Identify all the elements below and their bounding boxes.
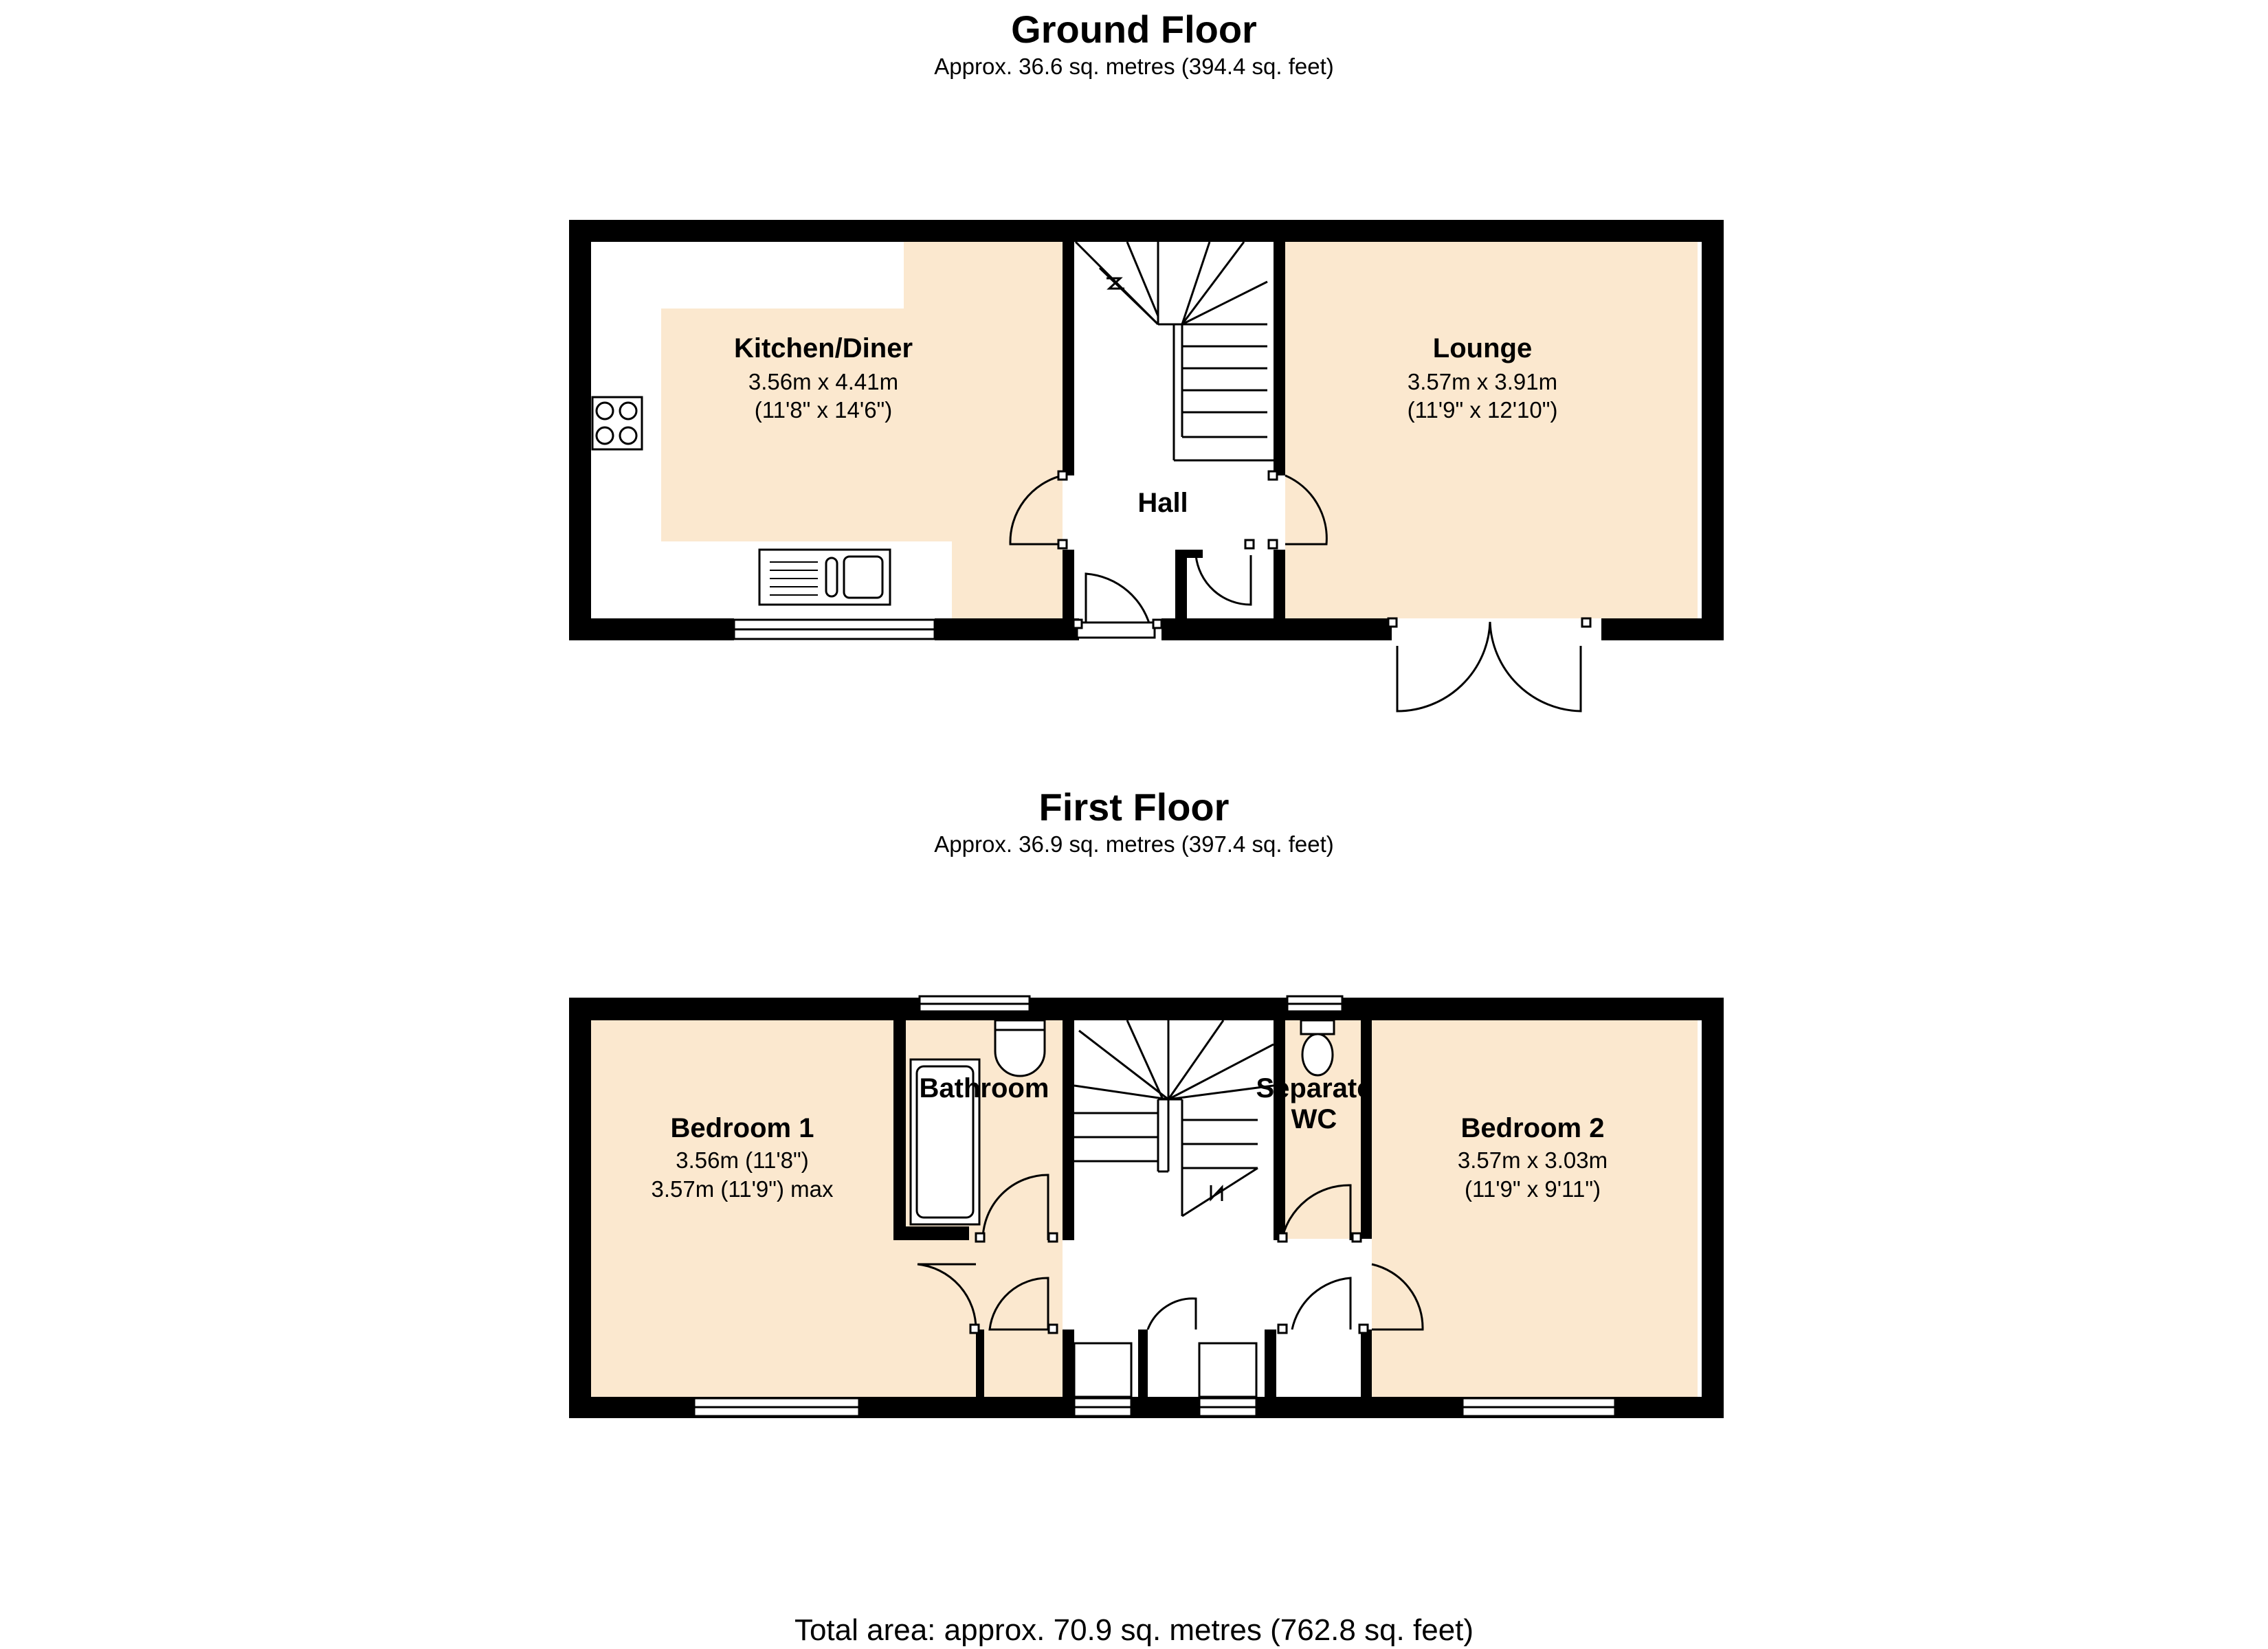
wc-wall-right (1361, 1020, 1372, 1239)
lounge-dim-metric: 3.57m x 3.91m (1407, 369, 1558, 394)
wc-name-line1: Separate (1256, 1073, 1372, 1103)
total-area: Total area: approx. 70.9 sq. metres (762.8 sq. feet) (794, 1613, 1474, 1647)
cupboard (1199, 1343, 1256, 1397)
first-wall-right (1702, 998, 1724, 1418)
stair-wall-left (1063, 1020, 1074, 1240)
cupboard-wall (1175, 550, 1203, 558)
bedroom2-dim-imperial: (11'9" x 9'11") (1464, 1176, 1601, 1202)
first-floor-plan (569, 996, 1724, 1418)
stair-area (1074, 1020, 1274, 1397)
kitchen-dim-imperial: (11'8" x 14'6") (754, 397, 893, 423)
bedroom2-wall-left (1361, 1330, 1372, 1397)
bedroom2-room (1372, 1020, 1698, 1397)
ground-wall-top (569, 220, 1724, 242)
bedroom2-dim-metric: 3.57m x 3.03m (1457, 1147, 1608, 1173)
ground-wall-left (569, 220, 591, 640)
hall-wall-left (1063, 550, 1074, 618)
ground-wall-right (1702, 220, 1724, 640)
bedroom1-dim-1: 3.56m (11'8") (676, 1147, 809, 1173)
hall-wall-left (1063, 242, 1074, 475)
hall-wall-right (1274, 550, 1285, 618)
bedroom1-wall-right (976, 1330, 984, 1397)
ground-wall-bottom (935, 618, 1079, 640)
bedroom2-name: Bedroom 2 (1460, 1113, 1605, 1143)
cupboard-wall (1265, 1330, 1276, 1397)
cupboard-wall (1063, 1330, 1074, 1397)
cupboard-wall (1175, 555, 1187, 618)
ground-wall-bottom (1161, 618, 1392, 640)
kitchen-name: Kitchen/Diner (733, 333, 913, 363)
toilet-icon (1301, 1020, 1334, 1075)
stair-wall-right (1274, 1020, 1285, 1240)
bathroom-name: Bathroom (919, 1073, 1049, 1103)
hob-icon (592, 397, 642, 449)
toilet-icon (995, 1020, 1045, 1076)
first-wall-top (569, 998, 1724, 1020)
lounge-dim-imperial: (11'9" x 12'10") (1407, 397, 1558, 423)
bedroom1-name: Bedroom 1 (670, 1113, 814, 1143)
bathroom-wall-left (893, 1020, 906, 1240)
kitchen-dim-metric: 3.56m x 4.41m (748, 369, 899, 394)
bathroom-wall-bottom (893, 1226, 969, 1240)
ground-floor-plan (569, 220, 1724, 711)
ground-wall-bottom (1601, 618, 1724, 640)
wc-name-line2: WC (1291, 1104, 1337, 1134)
first-wall-left (569, 998, 591, 1418)
bedroom1-dim-2: 3.57m (11'9") max (651, 1176, 834, 1202)
hall-name: Hall (1137, 488, 1188, 518)
sink-icon (759, 550, 890, 605)
ground-floor-area: Approx. 36.6 sq. metres (394.4 sq. feet) (934, 54, 1334, 79)
ground-wall-bottom (569, 618, 734, 640)
lounge-name: Lounge (1432, 333, 1533, 363)
bedroom1-room (591, 1020, 893, 1397)
hall-wall-right (1274, 242, 1285, 475)
first-floor-title: First Floor (1038, 785, 1230, 829)
ground-floor-title: Ground Floor (1011, 8, 1257, 51)
lounge-room (1285, 242, 1698, 618)
cupboard-wall (1138, 1330, 1148, 1397)
cupboard (1074, 1343, 1131, 1397)
first-floor-area: Approx. 36.9 sq. metres (397.4 sq. feet) (934, 831, 1334, 857)
